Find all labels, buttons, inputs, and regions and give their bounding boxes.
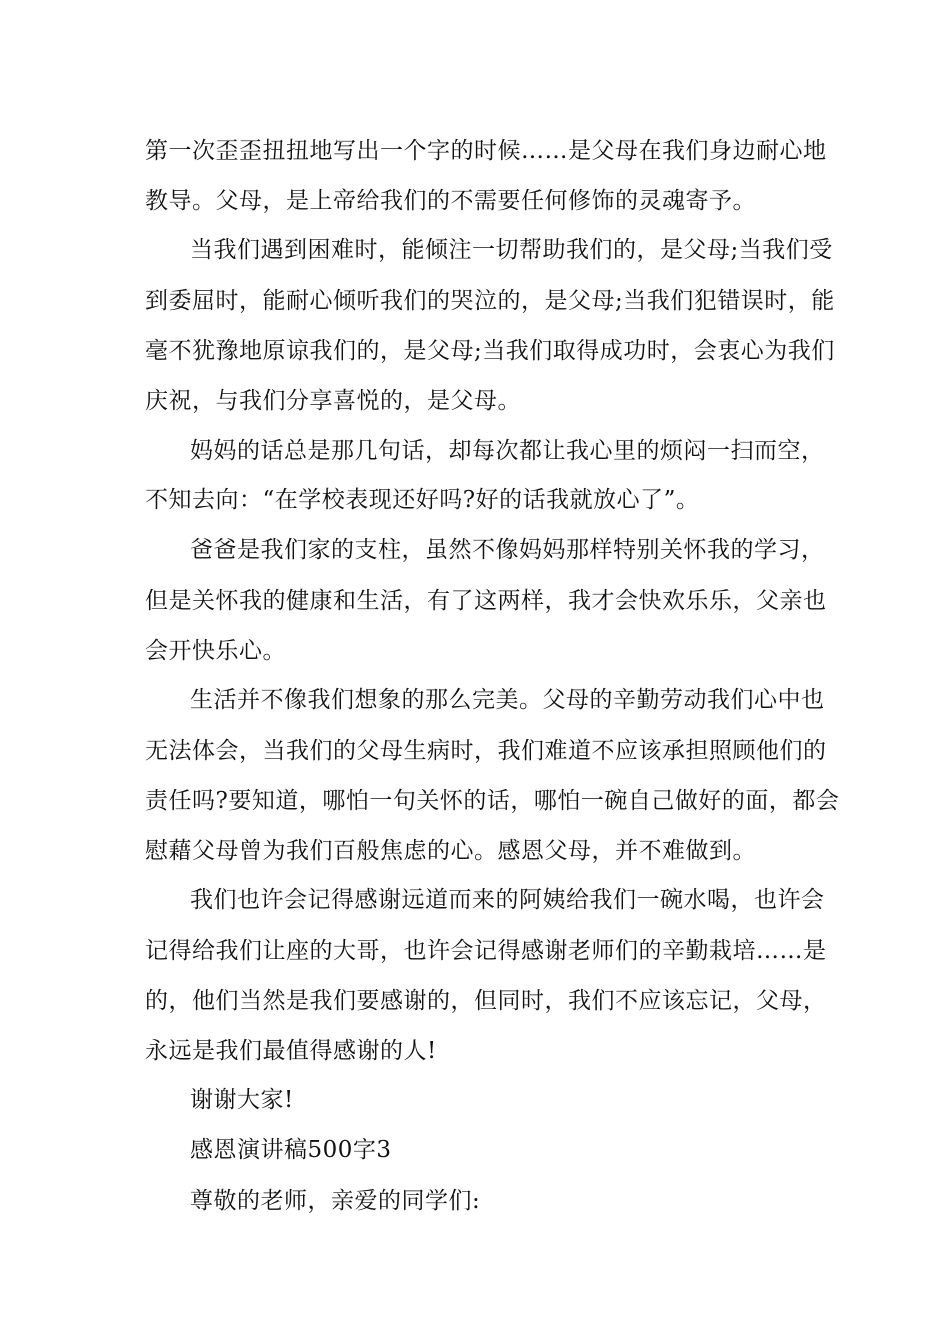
text-line: 会开快乐心。 — [145, 638, 286, 664]
section-heading: 感恩演讲稿500字3 — [190, 1137, 392, 1163]
text-line: 教导。父母，是上帝给我们的不需要任何修饰的灵魂寄予。 — [145, 188, 756, 214]
text-line: 无法体会，当我们的父母生病时，我们难道不应该承担照顾他们的 — [145, 738, 827, 764]
text-line: 毫不犹豫地原谅我们的，是父母;当我们取得成功时，会衷心为我们 — [145, 338, 835, 364]
closing-line: 谢谢大家! — [190, 1087, 294, 1113]
text-line: 到委屈时，能耐心倾听我们的哭泣的，是父母;当我们犯错误时，能 — [145, 288, 835, 314]
paragraph-start-line: 爸爸是我们家的支柱，虽然不像妈妈那样特别关怀我的学习， — [190, 537, 825, 563]
text-line: 责任吗?要知道，哪怕一句关怀的话，哪怕一碗自己做好的面，都会 — [145, 788, 840, 814]
text-line: 但是关怀我的健康和生活，有了这两样，我才会快欢乐乐，父亲也 — [145, 588, 827, 614]
text-line: 第一次歪歪扭扭地写出一个字的时候……是父母在我们身边耐心地 — [145, 138, 827, 164]
text-line: 的，他们当然是我们要感谢的，但同时，我们不应该忘记，父母， — [145, 988, 827, 1014]
text-line: 永远是我们最值得感谢的人! — [145, 1038, 437, 1064]
paragraph-start-line: 当我们遇到困难时，能倾注一切帮助我们的，是父母;当我们受 — [190, 237, 833, 263]
paragraph-start-line: 妈妈的话总是那几句话，却每次都让我心里的烦闷一扫而空， — [190, 438, 825, 464]
paragraph-start-line: 生活并不像我们想象的那么完美。父母的辛勤劳动我们心中也 — [190, 687, 825, 713]
text-line: 庆祝，与我们分享喜悦的，是父母。 — [145, 388, 521, 414]
text-line: 慰藉父母曾为我们百般焦虑的心。感恩父母，并不难做到。 — [145, 838, 756, 864]
paragraph-start-line: 我们也许会记得感谢远道而来的阿姨给我们一碗水喝，也许会 — [190, 887, 825, 913]
text-line: 记得给我们让座的大哥，也许会记得感谢老师们的辛勤栽培……是 — [145, 938, 827, 964]
salutation-line: 尊敬的老师，亲爱的同学们: — [190, 1188, 481, 1214]
text-line: 不知去向：“在学校表现还好吗?好的话我就放心了”。 — [145, 487, 700, 513]
